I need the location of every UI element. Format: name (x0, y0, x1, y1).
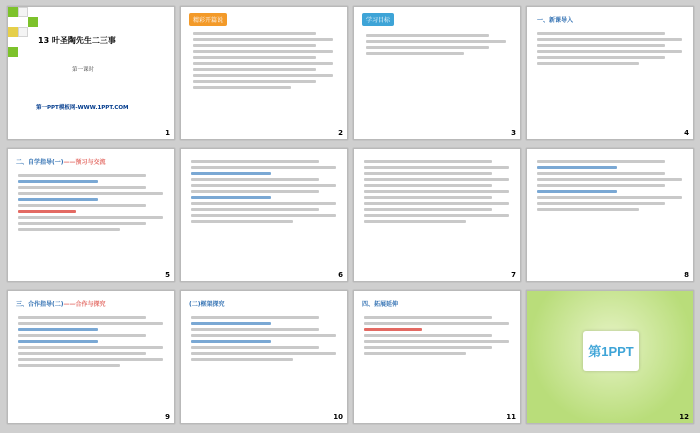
slide-body (193, 29, 333, 92)
slide-body (537, 157, 682, 214)
slide-body (191, 313, 336, 364)
heading-accent: ——预习与交流 (63, 159, 106, 166)
slide-heading (16, 299, 106, 308)
slide-body (364, 157, 509, 226)
slide-number: 7 (511, 271, 516, 279)
slide-thumbnail-5[interactable] (7, 148, 175, 282)
slide-body (18, 313, 163, 370)
decor-tile (8, 27, 18, 37)
slide-thumbnail-4[interactable] (526, 6, 694, 140)
decor-tile (28, 17, 38, 27)
slide-number: 6 (338, 271, 343, 279)
section-tag: 学习目标 (362, 13, 394, 26)
slide-heading: 一、新课导入 (537, 17, 574, 24)
slide-thumbnail-2[interactable] (180, 6, 348, 140)
slide-thumbnail-6[interactable] (180, 148, 348, 282)
heading-text: 三、合作指导(二) (16, 301, 64, 308)
slide-thumbnail-1[interactable] (7, 6, 175, 140)
heading-accent: ——合作与探究 (63, 301, 106, 308)
slide-thumbnail-3[interactable] (353, 6, 521, 140)
slide-number: 9 (165, 413, 170, 421)
slide-thumbnail-12[interactable] (526, 290, 694, 424)
slide-footer: 第一PPT模板网-WWW.1PPT.COM (36, 105, 129, 111)
slide-number: 8 (684, 271, 689, 279)
logo-text: 第1PPT (588, 344, 634, 359)
slide-heading: (二)框架探究 (189, 301, 225, 308)
decor-tile (18, 27, 28, 37)
slide-body (366, 31, 506, 58)
slide-body (191, 157, 336, 226)
slide-body (18, 171, 163, 234)
slide-heading: 四、拓展延伸 (362, 301, 399, 308)
slide-subtitle: 第一课时 (72, 67, 95, 73)
slide-thumbnail-8[interactable] (526, 148, 694, 282)
decor-tile (8, 7, 18, 17)
slide-heading (16, 157, 106, 166)
decor-tile (8, 47, 18, 57)
slide-number: 5 (165, 271, 170, 279)
slide-number: 3 (511, 129, 516, 137)
slide-number: 10 (333, 413, 343, 421)
slide-body (364, 313, 509, 358)
heading-text: 二、自学指导(一) (16, 159, 64, 166)
slide-number: 4 (684, 129, 689, 137)
slide-thumbnail-11[interactable] (353, 290, 521, 424)
slide-thumbnail-9[interactable] (7, 290, 175, 424)
decor-tile (18, 7, 28, 17)
slide-number: 2 (338, 129, 343, 137)
slide-number: 1 (165, 129, 170, 137)
slide-thumbnail-7[interactable] (353, 148, 521, 282)
logo-box (583, 331, 639, 371)
slide-title: 13 叶圣陶先生二三事 (38, 36, 116, 45)
slide-body (537, 29, 682, 68)
slide-number: 11 (506, 413, 516, 421)
slide-number: 12 (679, 413, 689, 421)
section-tag: 精彩开篇说 (189, 13, 227, 26)
slide-thumbnail-10[interactable] (180, 290, 348, 424)
